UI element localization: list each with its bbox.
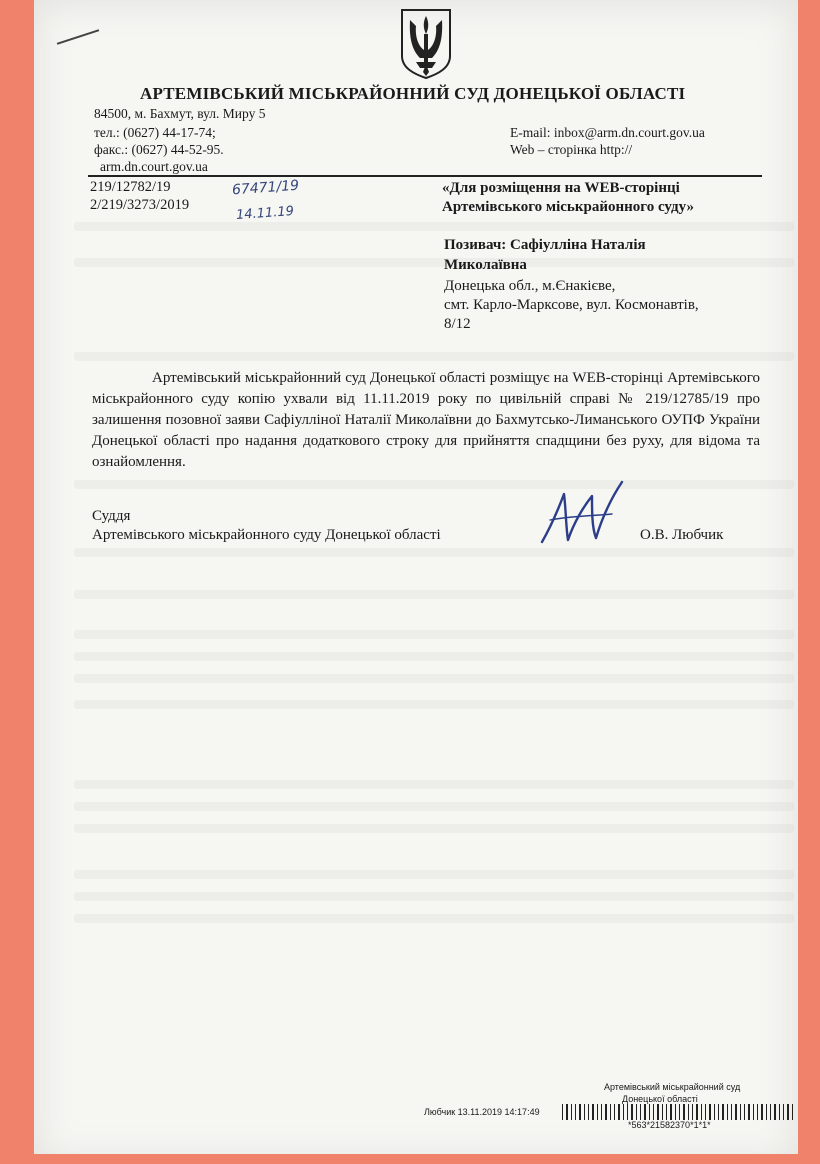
court-phone: тел.: (0627) 44-17-74;: [94, 125, 216, 140]
addressee-line1: «Для розміщення на WEB-сторінці: [442, 180, 680, 196]
court-web: Web – сторінка http://: [510, 142, 633, 157]
stamp-court-line2: Донецької області: [622, 1094, 698, 1104]
court-email: E-mail: inbox@arm.dn.court.gov.ua: [510, 125, 705, 140]
addressee-line2: Артемівського міськрайонного суду»: [442, 199, 694, 215]
background-edge: [0, 1154, 820, 1164]
coat-of-arms-icon: [398, 6, 454, 80]
proceeding-number: 2/219/3273/2019: [90, 197, 190, 213]
barcode-text: *563*21582370*1*1*: [628, 1120, 711, 1130]
stamp-court-line1: Артемівський міськрайонний суд: [604, 1082, 741, 1092]
handwritten-reg-number: 67471/19: [231, 177, 300, 199]
signature-title-1: Суддя: [92, 508, 131, 524]
stamp-author-time: Любчик 13.11.2019 14:17:49: [424, 1107, 540, 1117]
signature-title-2: Артемівського міськрайонного суду Донецької області: [92, 527, 441, 543]
header-divider: [88, 175, 762, 177]
plaintiff-name-line2: Миколаївна: [444, 257, 527, 273]
court-title: АРТЕМІВСЬКИЙ МІСЬКРАЙОННИЙ СУД ДОНЕЦЬКОЇ ОБЛАСТІ: [140, 84, 686, 103]
body-paragraph: [92, 368, 760, 473]
plaintiff-address-2: смт. Карло-Марксове, вул. Космонавтів,: [444, 297, 699, 313]
document-barcode: [562, 1104, 794, 1120]
plaintiff-name-line1: Позивач: Сафіулліна Наталія: [444, 237, 646, 253]
court-address: 84500, м. Бахмут, вул. Миру 5: [94, 106, 266, 121]
case-number: 219/12782/19: [90, 179, 171, 195]
plaintiff-address-1: Донецька обл., м.Єнакієве,: [444, 278, 616, 294]
court-fax: факс.: (0627) 44-52-95.: [94, 142, 224, 157]
body-paragraph-text: Артемівський міськрайонний суд Донецької області розміщує на WEB-сторінці Артемівського міськрайонного суду копію ухвали від 11.11.2019 року по цивільній справі № 219/12785/19 про залишення позовної заяви Сафіулліної Наталії Миколаївни до Бахмутсько-Лиманського ОУПФ України Донецької області про надання додаткового строку для прийняття спадщини без руху, для відома та ознайомлення.: [92, 370, 760, 470]
court-site: arm.dn.court.gov.ua: [100, 159, 208, 174]
judge-name: О.В. Любчик: [640, 527, 724, 543]
plaintiff-address-3: 8/12: [444, 316, 471, 332]
handwritten-date: 14.11.19: [235, 203, 295, 224]
handwritten-signature-icon: [530, 470, 630, 550]
